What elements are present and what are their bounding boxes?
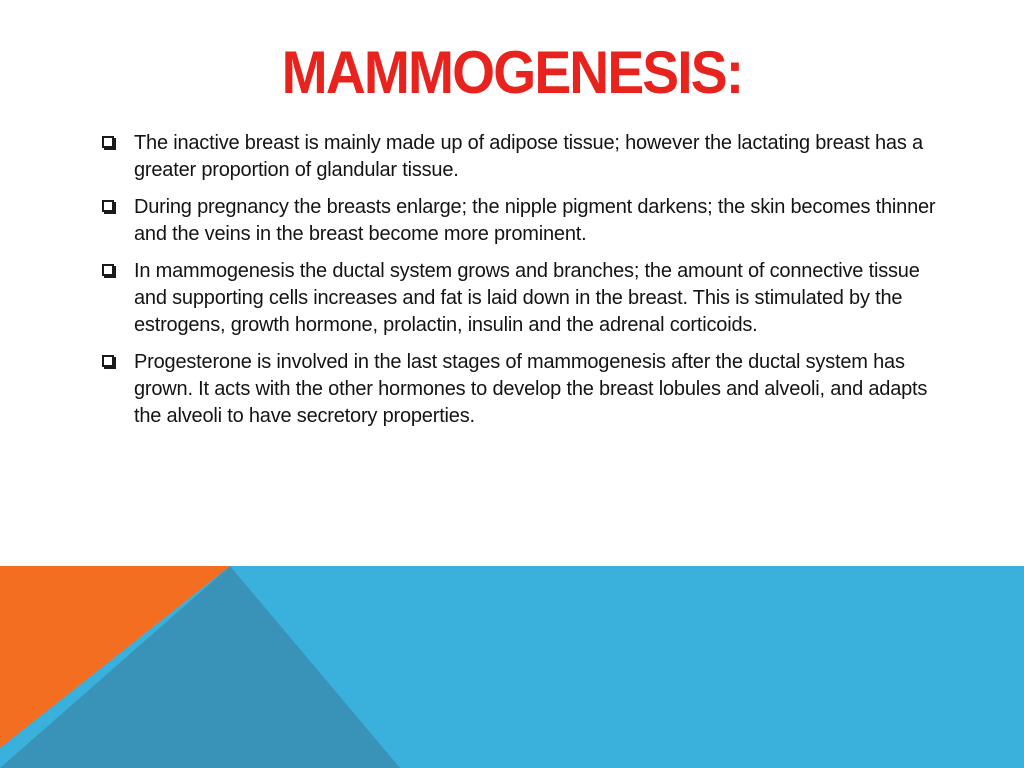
decorative-footer-band	[0, 566, 1024, 768]
bullet-text: In mammogenesis the ductal system grows and branches; the amount of connective tissue and supporting cells increases and fat is laid down in the breast. This is stimulated by the estrogens, growth hormone, prolactin, insulin and the adrenal corticoids.	[134, 260, 920, 336]
checkbox-bullet-icon	[102, 200, 114, 212]
slide-title: MAMMOGENESIS:	[281, 39, 743, 106]
bullet-list	[100, 130, 940, 440]
bullet-text: The inactive breast is mainly made up of adipose tissue; however the lactating breast has a greater proportion of glandular tissue.	[134, 132, 923, 181]
checkbox-bullet-icon	[102, 264, 114, 276]
bullet-text: During pregnancy the breasts enlarge; the nipple pigment darkens; the skin becomes thinner and the veins in the breast become more prominent.	[134, 196, 936, 245]
bullet-item	[100, 130, 940, 184]
bullet-item	[100, 349, 940, 430]
checkbox-bullet-icon	[102, 355, 114, 367]
bullet-item	[100, 258, 940, 339]
bullet-item	[100, 194, 940, 248]
checkbox-bullet-icon	[102, 136, 114, 148]
bullet-text: Progesterone is involved in the last stages of mammogenesis after the ductal system has grown. It acts with the other hormones to develop the breast lobules and alveoli, and adapts the alveoli to have secretory properties.	[134, 351, 928, 427]
